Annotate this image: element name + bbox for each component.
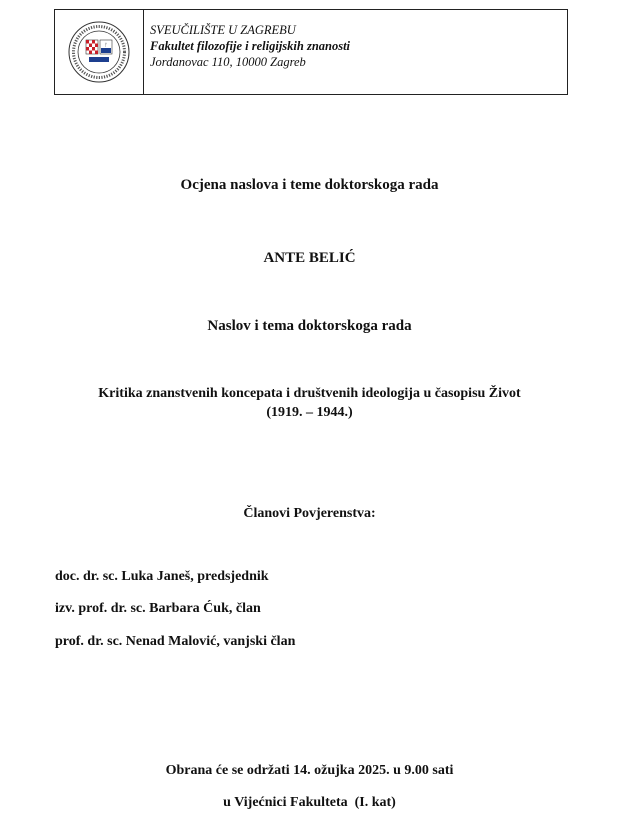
thesis-title-line2: (1919. – 1944.) [266, 405, 353, 420]
university-seal-icon [67, 20, 131, 84]
letterhead [54, 9, 568, 95]
thesis-title-line1: Kritika znanstvenih koncepata i društvenih ideologija u časopisu Život [98, 386, 521, 401]
svg-text:ᚠ: ᚠ [104, 42, 108, 49]
document-title: Ocjena naslova i teme doktorskoga rada [180, 177, 439, 193]
committee-heading: Članovi Povjerenstva: [243, 506, 376, 521]
candidate-name: ANTE BELIĆ [263, 250, 356, 266]
committee-member: izv. prof. dr. sc. Barbara Ćuk, član [55, 601, 261, 616]
university-name: SVEUČILIŠTE U ZAGREBU [150, 23, 296, 37]
faculty-name: Fakultet filozofije i religijskih znanosti [150, 39, 351, 53]
letterhead-text [144, 10, 350, 94]
thesis-heading: Naslov i tema doktorskoga rada [207, 318, 412, 334]
defense-location: u Vijećnici Fakulteta (I. kat) [223, 795, 396, 810]
committee-member: doc. dr. sc. Luka Janeš, predsjednik [55, 569, 269, 584]
logo-cell [55, 10, 144, 94]
defense-date: Obrana će se održati 14. ožujka 2025. u 9.00 sati [165, 763, 454, 778]
faculty-address: Jordanovac 110, 10000 Zagreb [150, 55, 306, 69]
committee-member: prof. dr. sc. Nenad Malović, vanjski član [55, 634, 296, 649]
